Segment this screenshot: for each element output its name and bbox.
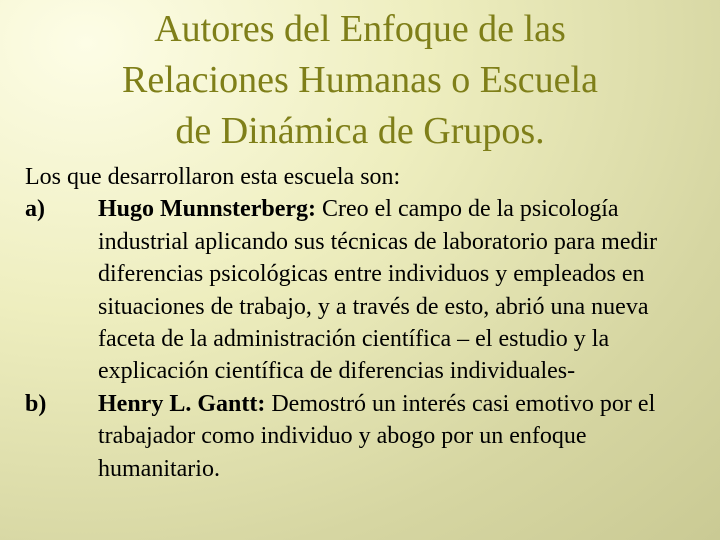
slide-title [40, 4, 680, 157]
author-list [25, 193, 705, 485]
author-name: Hugo Munnsterberg: [98, 196, 316, 223]
title-line-2: Relaciones Humanas o Escuela [122, 59, 598, 101]
item-marker: a) [25, 196, 45, 223]
list-item [25, 193, 705, 387]
title-line-3: de Dinámica de Grupos. [175, 110, 545, 152]
list-item [25, 388, 705, 485]
author-description: Demostró un interés casi emotivo por el trabajador como individuo y abogo por un enfoque humanitario. [98, 390, 656, 482]
title-line-1: Autores del Enfoque de las [154, 8, 566, 50]
author-description: Creo el campo de la psicología industrial aplicando sus técnicas de laboratorio para medir diferencias psicológicas entre individuos y empleados en situaciones de trabajo, y a través de esto, abrió una nueva faceta de la administración científica – el estudio y la explicación científica de diferencias individuales- [98, 196, 658, 385]
slide-body [25, 161, 705, 485]
author-name: Henry L. Gantt: [98, 390, 266, 417]
intro-text: Los que desarrollaron esta escuela son: [25, 164, 401, 190]
item-marker: b) [25, 390, 47, 417]
